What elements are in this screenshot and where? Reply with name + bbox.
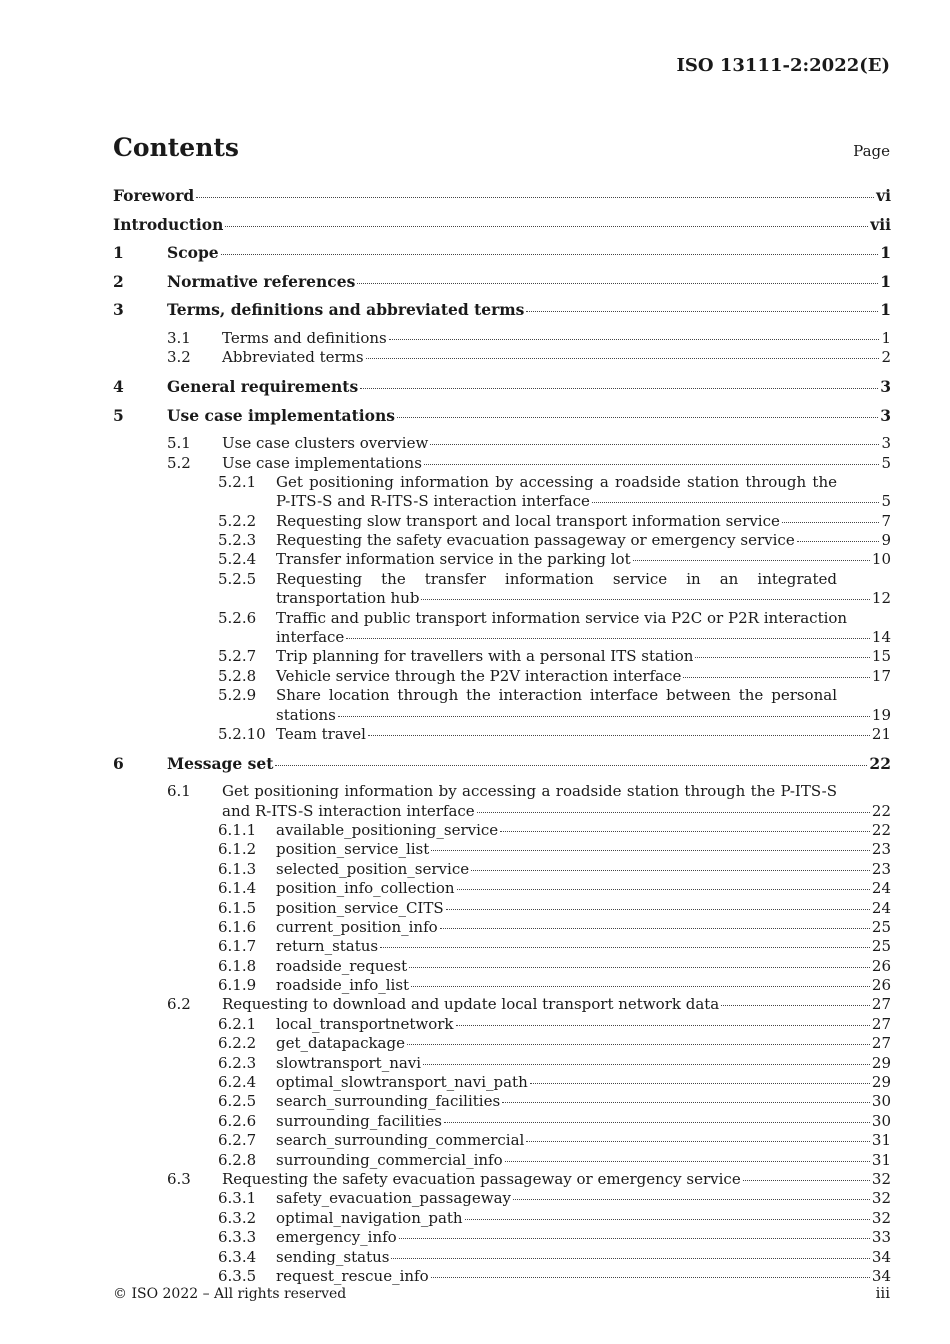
toc-entry-label: sending_status — [276, 1247, 390, 1266]
dot-leader — [456, 1025, 870, 1026]
dot-leader — [526, 311, 878, 312]
toc-entry-number: 6.2.6 — [218, 1111, 257, 1130]
toc-entry-page: 31 — [871, 1150, 891, 1169]
toc-entry-number: 6.3.3 — [218, 1228, 257, 1247]
toc-entry-number: 5.2.4 — [218, 550, 257, 569]
dot-leader — [346, 638, 870, 639]
dot-leader — [797, 541, 880, 542]
toc-entry-page: 5 — [881, 453, 891, 472]
toc-entry-number: 6.1.6 — [218, 917, 257, 936]
toc-entry-page: 21 — [871, 725, 891, 743]
toc-entry-number: 5.2.6 — [218, 608, 257, 627]
toc-entry-line1 — [113, 686, 891, 705]
toc-entry[interactable] — [113, 243, 891, 272]
toc-entry-label: Use case implementations — [222, 453, 422, 472]
toc-entry-label-line1: Traffic and public transport information service via P2C or P2R interaction — [276, 608, 848, 627]
toc-entry-page: 26 — [871, 976, 891, 995]
dot-leader — [366, 358, 880, 359]
dot-leader — [225, 226, 868, 227]
toc-entry[interactable] — [113, 1189, 891, 1208]
toc-entry-number: 2 — [113, 271, 124, 291]
toc-entry-page: 23 — [871, 840, 891, 859]
toc-entry-number: 6.2 — [167, 995, 191, 1014]
toc-entry-label: surrounding_commercial_info — [276, 1150, 503, 1169]
toc-entry-label: Requesting to download and update local transport network data — [222, 995, 720, 1014]
toc-entry-number: 5.2.7 — [218, 647, 257, 666]
toc-entry-label: position_service_CITS — [276, 898, 444, 917]
toc-entry-number: 6.2.4 — [218, 1073, 257, 1092]
toc-entry-label-line1: Get positioning information by accessing a roadside station through the — [276, 472, 837, 491]
toc-entry-page: vi — [876, 186, 891, 205]
toc-entry[interactable] — [113, 899, 891, 918]
toc-entry[interactable] — [113, 1054, 891, 1073]
dot-leader — [465, 1219, 870, 1220]
dot-leader — [513, 1199, 870, 1200]
dot-leader — [409, 967, 870, 968]
toc-entry-label: Normative references — [167, 271, 356, 291]
toc-entry-number: 4 — [113, 376, 124, 396]
toc-entry[interactable] — [113, 512, 891, 531]
toc-entry-page: 34 — [871, 1247, 891, 1266]
toc-entry[interactable] — [113, 957, 891, 976]
dot-leader — [782, 522, 880, 523]
toc-entry-label: Team travel — [276, 725, 366, 743]
toc-entry[interactable] — [113, 186, 891, 215]
toc-entry-label: slowtransport_navi — [276, 1053, 422, 1072]
dot-leader — [721, 1005, 870, 1006]
toc-entry-number: 5.2.8 — [218, 666, 257, 685]
toc-entry-label: search_surrounding_commercial — [276, 1131, 525, 1150]
dot-leader — [424, 464, 880, 465]
toc-entry-label: and R-ITS-S interaction interface — [222, 801, 475, 820]
dot-leader — [633, 560, 870, 561]
dot-leader — [411, 986, 870, 987]
toc-entry-page: 33 — [871, 1228, 891, 1247]
toc-entry[interactable] — [113, 1267, 891, 1286]
toc-entry[interactable] — [113, 1228, 891, 1247]
dot-leader — [440, 928, 870, 929]
toc-entry-page: 24 — [871, 879, 891, 898]
toc-entry-page: vii — [870, 214, 891, 234]
dot-leader — [505, 1161, 870, 1162]
toc-entry-label: roadside_request — [276, 956, 408, 975]
toc-entry-number: 1 — [113, 243, 124, 263]
toc-entry-label-line1: Share location through the interaction interface between the personal — [276, 686, 837, 705]
toc-entry-label: search_surrounding_facilities — [276, 1092, 501, 1111]
toc-entry-number: 6.2.8 — [218, 1150, 257, 1169]
toc-entry-label: Requesting slow transport and local transport information service — [276, 511, 780, 530]
toc-entry-label: Requesting the safety evacuation passageway or emergency service — [276, 531, 795, 550]
toc-entry[interactable] — [113, 667, 891, 686]
toc-entry-line1 — [113, 609, 891, 628]
toc-entry-label: Foreword — [113, 186, 195, 205]
toc-entry-label: safety_evacuation_passageway — [276, 1189, 512, 1208]
dot-leader — [407, 1044, 870, 1045]
toc-entry-number: 6.1.9 — [218, 976, 257, 995]
dot-leader — [368, 735, 870, 736]
toc-entry-page: 23 — [871, 859, 891, 878]
toc-entry-number: 6.1.4 — [218, 879, 257, 898]
dot-leader — [380, 947, 870, 948]
toc-entry-number: 6.3.2 — [218, 1208, 257, 1227]
toc-entry[interactable] — [113, 1248, 891, 1267]
dot-leader — [477, 812, 870, 813]
toc-entry[interactable] — [113, 531, 891, 550]
toc-entry-page: 32 — [871, 1170, 891, 1188]
toc-entry[interactable] — [113, 215, 891, 244]
toc-entry[interactable] — [113, 1073, 891, 1092]
toc-entry-page: 5 — [881, 492, 891, 511]
toc-entry-page: 17 — [871, 666, 891, 685]
toc-entry-number: 6.1.2 — [218, 840, 257, 859]
toc-entry-label: local_transportnetwork — [276, 1014, 454, 1033]
toc-entry[interactable] — [113, 272, 891, 301]
toc-entry[interactable] — [113, 1131, 891, 1150]
toc-entry[interactable] — [113, 821, 891, 840]
dot-leader — [399, 1238, 870, 1239]
toc-entry-page: 26 — [871, 956, 891, 975]
toc-entry-label: stations — [276, 705, 336, 724]
dot-leader — [397, 417, 878, 418]
toc-entry-label: Message set — [167, 753, 274, 773]
toc-entry-number: 6.3 — [167, 1170, 191, 1188]
dot-leader — [221, 254, 879, 255]
document-id: ISO 13111-2:2022(E) — [676, 55, 890, 76]
toc-entry-page: 22 — [871, 820, 891, 839]
toc-entry-number: 6.1.1 — [218, 820, 257, 839]
toc-entry[interactable] — [113, 840, 891, 859]
toc-entry-number: 5.2.5 — [218, 569, 257, 588]
toc-entry-number: 6.2.2 — [218, 1034, 257, 1053]
toc-entry-page: 1 — [880, 300, 891, 320]
toc-entry[interactable] — [113, 1112, 891, 1131]
toc-entry-label: position_info_collection — [276, 879, 455, 898]
toc-entry-page: 1 — [881, 328, 891, 347]
toc-entry-number: 5.2 — [167, 453, 191, 472]
toc-entry[interactable] — [113, 937, 891, 956]
toc-entry-page: 1 — [880, 243, 891, 263]
toc-entry-line1 — [113, 570, 891, 589]
toc-entry-label: interface — [276, 628, 345, 647]
toc-entry[interactable] — [113, 377, 891, 406]
toc-entry-label: available_positioning_service — [276, 820, 499, 839]
dot-leader — [196, 197, 874, 198]
dot-leader — [275, 765, 867, 766]
toc-entry[interactable] — [113, 879, 891, 898]
toc-entry-page: 2 — [881, 348, 891, 367]
dot-leader — [502, 1102, 870, 1103]
toc-entry-page: 14 — [871, 628, 891, 647]
dot-leader — [457, 889, 870, 890]
dot-leader — [430, 444, 879, 445]
toc-entry[interactable] — [113, 725, 891, 754]
dot-leader — [421, 599, 869, 600]
toc-entry-page: 34 — [871, 1266, 891, 1285]
toc-entry[interactable] — [113, 1034, 891, 1053]
toc-entry-label: Introduction — [113, 214, 224, 234]
toc-entry-label: request_rescue_info — [276, 1266, 429, 1285]
toc-entry-number: 5.2.9 — [218, 686, 257, 705]
toc-entry-number: 6.2.7 — [218, 1131, 257, 1150]
toc-entry-page: 3 — [880, 405, 891, 425]
toc-entry[interactable] — [113, 550, 891, 569]
toc-entry-page: 12 — [871, 589, 891, 608]
toc-entry-number: 6.2.5 — [218, 1092, 257, 1111]
page-number: iii — [875, 1284, 890, 1302]
dot-leader — [530, 1083, 870, 1084]
toc-entry[interactable] — [113, 706, 891, 725]
toc-entry-label: Terms and definitions — [222, 328, 387, 347]
toc-entry-label: Requesting the safety evacuation passageway or emergency service — [222, 1170, 741, 1188]
toc-entry[interactable] — [113, 1092, 891, 1111]
toc-entry-page: 3 — [880, 376, 891, 396]
toc-entry-page: 27 — [871, 1034, 891, 1053]
toc-entry-page: 27 — [871, 995, 891, 1014]
toc-entry-page: 24 — [871, 898, 891, 917]
toc-entry-page: 31 — [871, 1131, 891, 1150]
toc-entry-label: current_position_info — [276, 917, 438, 936]
toc-entry-page: 15 — [871, 647, 891, 666]
toc-entry-number: 6.1.3 — [218, 859, 257, 878]
toc-entry-page: 19 — [871, 705, 891, 724]
toc-entry-number: 6.2.3 — [218, 1053, 257, 1072]
toc-entry-page: 32 — [871, 1208, 891, 1227]
toc-entry[interactable] — [113, 1015, 891, 1034]
toc-entry-number: 3.1 — [167, 328, 191, 347]
toc-entry-number: 5.2.2 — [218, 511, 257, 530]
toc-entry-line1 — [113, 473, 891, 492]
toc-entry-label: return_status — [276, 937, 379, 956]
toc-entry-page: 30 — [871, 1092, 891, 1111]
toc-entry[interactable] — [113, 1170, 891, 1189]
toc-entry-line1 — [113, 782, 891, 801]
dot-leader — [423, 1064, 870, 1065]
toc-entry-number: 5 — [113, 405, 124, 425]
table-of-contents — [113, 186, 891, 1286]
dot-leader — [357, 283, 878, 284]
toc-entry-label: Use case clusters overview — [222, 434, 429, 453]
dot-leader — [444, 1122, 870, 1123]
dot-leader — [683, 677, 870, 678]
toc-entry-number: 6.3.5 — [218, 1266, 257, 1285]
toc-entry-page: 22 — [871, 801, 891, 820]
toc-entry-label: Transfer information service in the parking lot — [276, 550, 631, 569]
dot-leader — [526, 1141, 870, 1142]
toc-entry-number: 6.1.5 — [218, 898, 257, 917]
toc-entry-label: roadside_info_list — [276, 976, 410, 995]
toc-entry-page: 25 — [871, 937, 891, 956]
toc-entry-page: 29 — [871, 1073, 891, 1092]
copyright-notice: © ISO 2022 – All rights reserved — [113, 1286, 347, 1302]
toc-entry-page: 32 — [871, 1189, 891, 1208]
toc-entry-number: 6.2.1 — [218, 1014, 257, 1033]
toc-entry[interactable] — [113, 647, 891, 666]
toc-entry-page: 3 — [881, 434, 891, 453]
dot-leader — [592, 502, 880, 503]
toc-entry[interactable] — [113, 860, 891, 879]
toc-entry-label: Vehicle service through the P2V interaction interface — [276, 666, 682, 685]
toc-entry-label: position_service_list — [276, 840, 430, 859]
toc-entry-number: 3.2 — [167, 348, 191, 367]
toc-entry-label: P-ITS-S and R-ITS-S interaction interface — [276, 492, 590, 511]
toc-entry[interactable] — [113, 300, 891, 329]
toc-entry-label: optimal_navigation_path — [276, 1208, 463, 1227]
toc-entry[interactable] — [113, 492, 891, 511]
toc-entry-number: 6.1.8 — [218, 956, 257, 975]
toc-entry[interactable] — [113, 406, 891, 435]
toc-entry-page: 10 — [871, 550, 891, 569]
toc-entry-page: 9 — [881, 531, 891, 550]
dot-leader — [389, 339, 880, 340]
toc-entry-number: 6.3.1 — [218, 1189, 257, 1208]
toc-entry[interactable] — [113, 348, 891, 377]
toc-entry-page: 7 — [881, 511, 891, 530]
toc-entry[interactable] — [113, 995, 891, 1014]
dot-leader — [338, 716, 870, 717]
toc-entry-label: Terms, definitions and abbreviated terms — [167, 300, 525, 320]
toc-entry-label: Abbreviated terms — [222, 348, 364, 367]
toc-entry[interactable] — [113, 754, 891, 783]
toc-entry-number: 6.1 — [167, 782, 191, 801]
toc-entry-number: 5.2.1 — [218, 472, 257, 491]
toc-entry[interactable] — [113, 918, 891, 937]
toc-entry-page: 22 — [869, 753, 891, 773]
toc-entry-label-line1: Get positioning information by accessing a roadside station through the P-ITS-S — [222, 782, 837, 801]
dot-leader — [743, 1180, 870, 1181]
toc-entry-label: surrounding_facilities — [276, 1111, 442, 1130]
toc-entry[interactable] — [113, 1209, 891, 1228]
toc-entry[interactable] — [113, 802, 891, 821]
dot-leader — [471, 870, 870, 871]
toc-entry[interactable] — [113, 589, 891, 608]
page-column-label: Page — [853, 142, 890, 160]
dot-leader — [431, 850, 870, 851]
toc-entry-label: get_datapackage — [276, 1034, 405, 1053]
toc-entry[interactable] — [113, 1151, 891, 1170]
toc-entry-number: 6.3.4 — [218, 1247, 257, 1266]
toc-entry-page: 29 — [871, 1053, 891, 1072]
toc-entry-label: General requirements — [167, 376, 359, 396]
toc-entry-number: 6.1.7 — [218, 937, 257, 956]
toc-entry-label: optimal_slowtransport_navi_path — [276, 1073, 528, 1092]
toc-entry-number: 5.1 — [167, 434, 191, 453]
toc-entry-number: 6 — [113, 753, 124, 773]
toc-entry-label: Trip planning for travellers with a personal ITS station — [276, 647, 694, 666]
page-title: Contents — [113, 133, 240, 162]
toc-entry[interactable] — [113, 434, 891, 453]
toc-entry[interactable] — [113, 628, 891, 647]
dot-leader — [695, 657, 869, 658]
dot-leader — [500, 831, 870, 832]
toc-entry[interactable] — [113, 454, 891, 473]
toc-entry-label: emergency_info — [276, 1228, 397, 1247]
toc-entry-label: Use case implementations — [167, 405, 395, 425]
toc-entry[interactable] — [113, 976, 891, 995]
toc-entry-page: 27 — [871, 1014, 891, 1033]
toc-entry[interactable] — [113, 329, 891, 348]
dot-leader — [360, 388, 878, 389]
toc-entry-label: transportation hub — [276, 589, 420, 608]
toc-entry-number: 5.2.3 — [218, 531, 257, 550]
toc-entry-number: 3 — [113, 300, 124, 320]
dot-leader — [391, 1258, 869, 1259]
toc-entry-label-line1: Requesting the transfer information service in an integrated — [276, 569, 837, 588]
toc-entry-label: Scope — [167, 243, 219, 263]
toc-entry-page: 1 — [880, 271, 891, 291]
dot-leader — [446, 909, 870, 910]
toc-entry-number: 5.2.10 — [218, 725, 266, 743]
toc-entry-page: 30 — [871, 1111, 891, 1130]
toc-entry-page: 25 — [871, 917, 891, 936]
dot-leader — [431, 1277, 870, 1278]
toc-entry-label: selected_position_service — [276, 859, 470, 878]
